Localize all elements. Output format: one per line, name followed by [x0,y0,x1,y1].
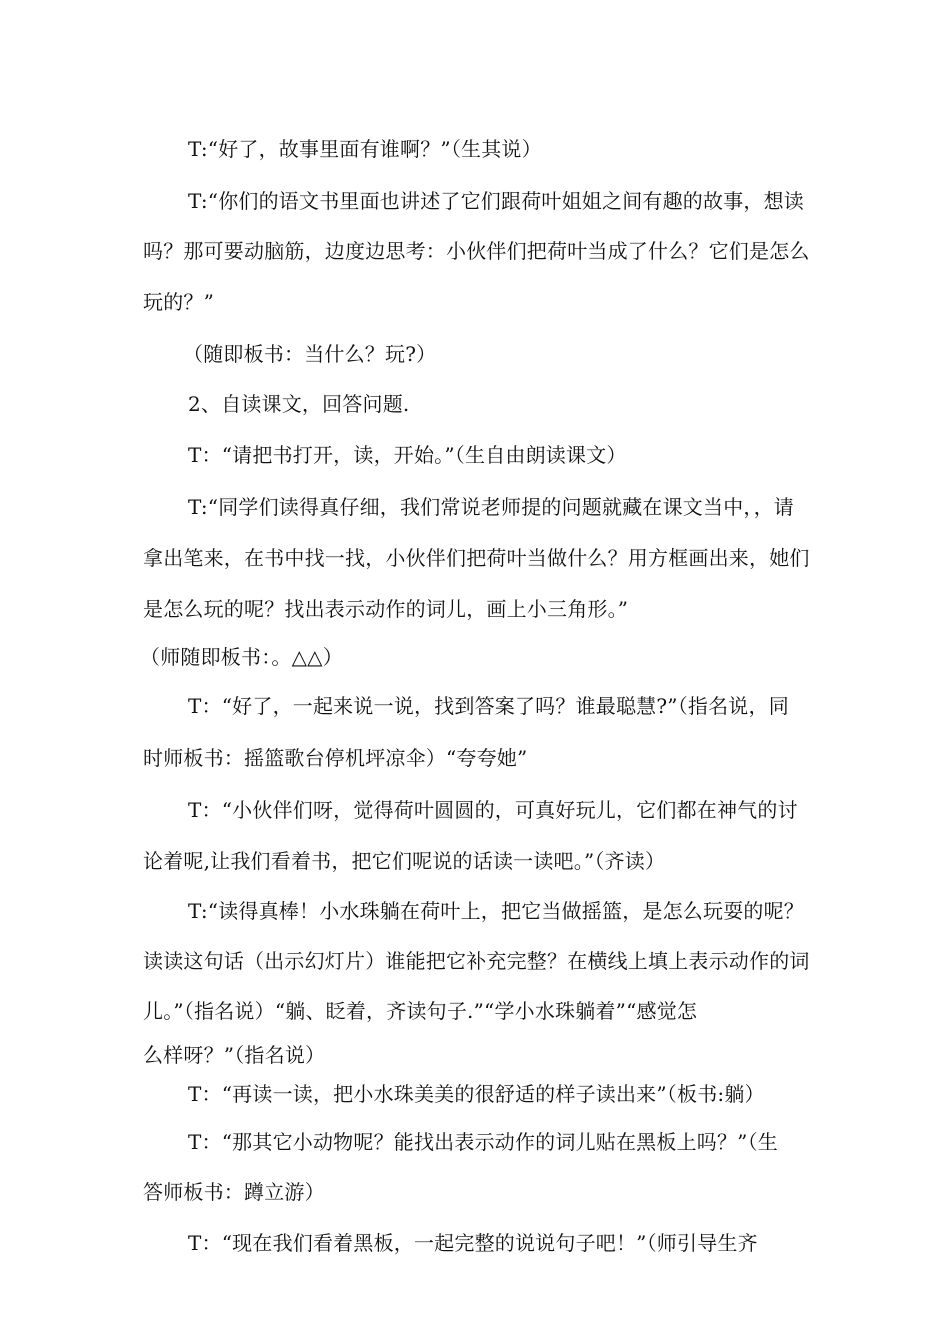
paragraph-line: T:“你们的语文书里面也讲述了它们跟荷叶姐姐之间有趣的故事，想读 [188,189,804,213]
paragraph-line: 吗？那可要动脑筋，边度边思考：小伙伴们把荷叶当成了什么？它们是怎么 [143,239,810,263]
paragraph-line: T：“现在我们看着黑板，一起完整的说说句子吧！”（师引导生齐 [188,1231,758,1255]
paragraph-line: T：“好了，一起来说一说，找到答案了吗？谁最聪慧?”（指名说，同 [188,694,789,718]
paragraph-line: 么样呀？”（指名说） [143,1043,326,1067]
paragraph-line: T：“再读一读，把小水珠美美的很舒适的样子读出来”（板书:躺） [188,1082,765,1106]
paragraph-line: （师随即板书：。△△） [140,645,343,669]
paragraph-line: T:“好了，故事里面有谁啊？”（生其说） [188,137,542,161]
paragraph-line: 读读这句话（出示幻灯片）谁能把它补充完整？在横线上填上表示动作的词 [143,949,810,973]
paragraph-line: 答师板书：蹲立游） [143,1180,325,1204]
paragraph-line: 拿出笔来，在书中找一找，小伙伴们把荷叶当做什么？用方框画出来，她们 [143,546,810,570]
paragraph-line: 玩的？” [143,290,215,314]
paragraph-line: 2、自读课文，回答问题. [188,392,410,416]
paragraph-line: T：“请把书打开，读，开始。”（生自由朗读课文） [188,443,627,467]
paragraph-line: 论着呢,让我们看着书，把它们呢说的话读一读吧。”（齐读） [143,849,666,873]
paragraph-line: （随即板书：当什么？玩?） [183,342,437,366]
paragraph-line: T：“小伙伴们呀，觉得荷叶圆圆的，可真好玩儿，它们都在神气的讨 [188,798,798,822]
paragraph-line: T：“那其它小动物呢？能找出表示动作的词儿贴在黑板上吗？”（生 [188,1130,778,1154]
paragraph-line: 时师板书：摇篮歌台停机坪凉伞）“夸夸她” [143,746,528,770]
paragraph-line: 是怎么玩的呢？找出表示动作的词儿，画上小三角形。” [143,597,629,621]
paragraph-line: 儿。”（指名说）“躺、眨着，齐读句子.”“学小水珠躺着”“感觉怎 [143,999,698,1023]
paragraph-line: T:“读得真棒！小水珠躺在荷叶上，把它当做摇篮，是怎么玩耍的呢？ [188,899,804,923]
paragraph-line: T:“同学们读得真仔细，我们常说老师提的问题就藏在课文当中，，请 [188,495,794,519]
